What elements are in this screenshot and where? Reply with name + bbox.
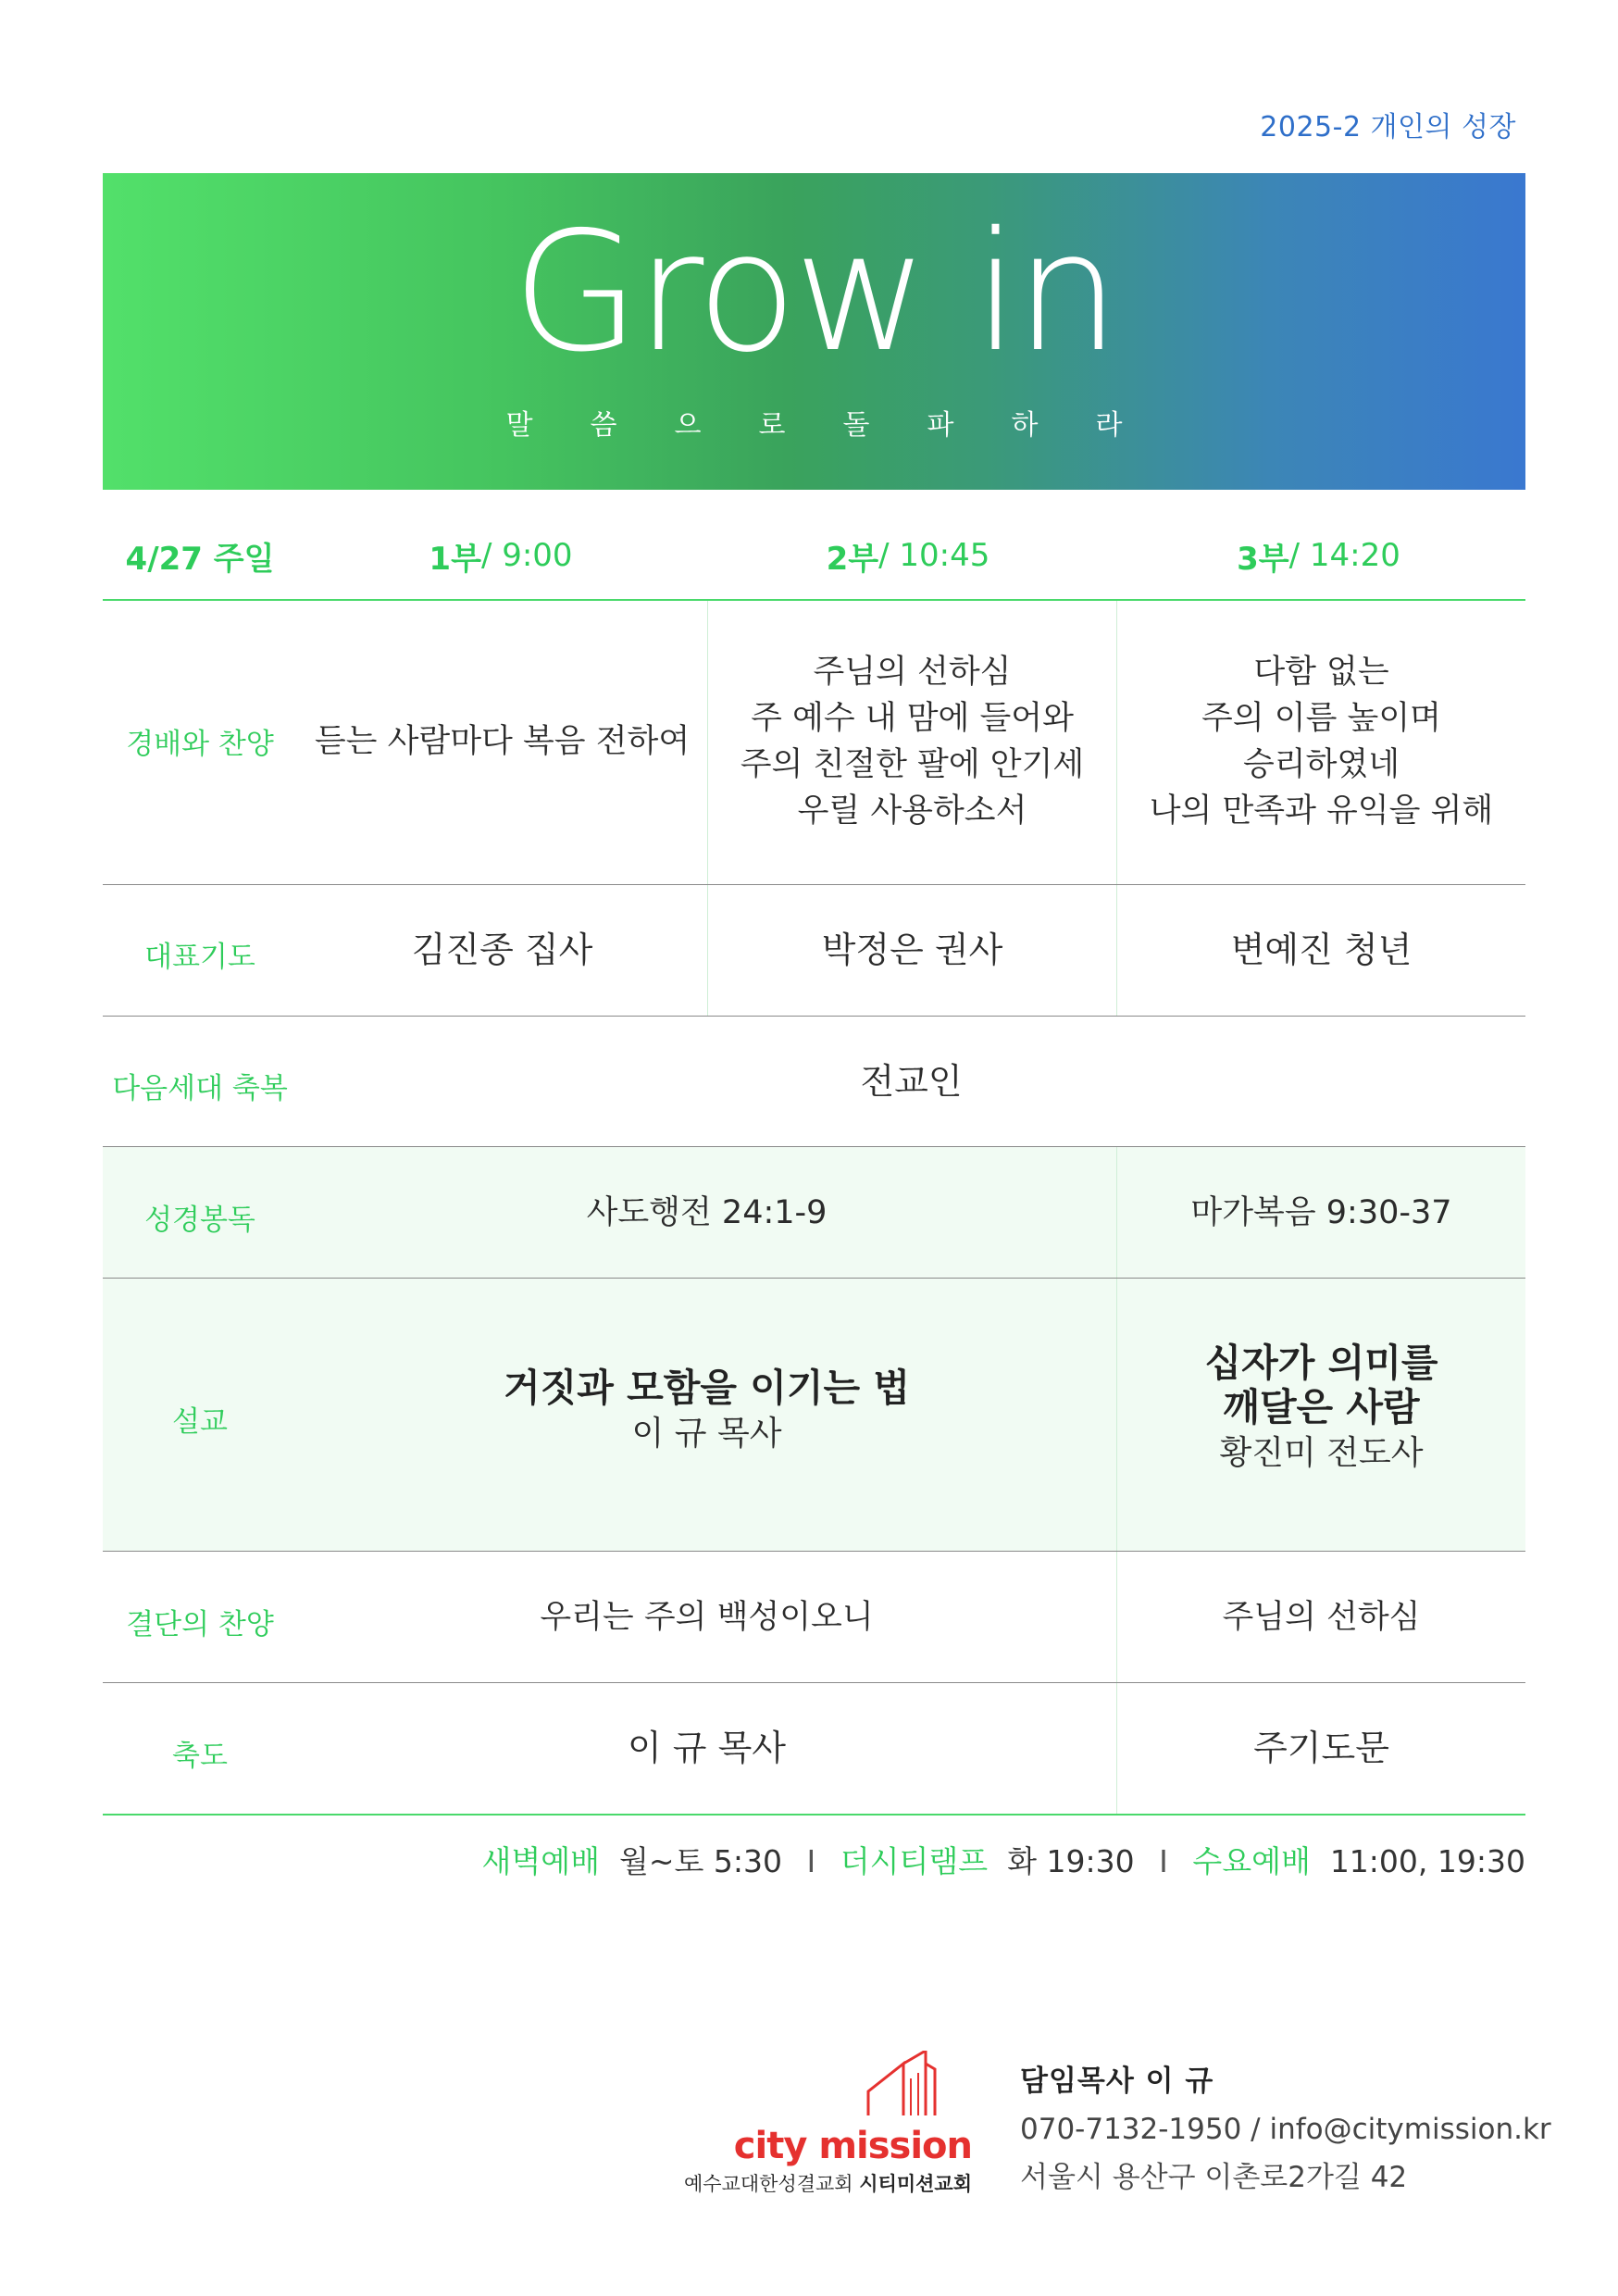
service-1-header <box>297 528 704 583</box>
series-tag: 2025-2 개인의 성장 <box>1260 111 1516 144</box>
denomination: 예수교대한성결교회 <box>684 2173 853 2195</box>
building-icon <box>861 2051 972 2125</box>
schedule-time: 월~토 5:30 <box>618 1843 782 1879</box>
song-title: 우릴 사용하소서 <box>797 792 1027 830</box>
prayer-s1: 김진종 집사 <box>411 930 593 970</box>
prayer-s2: 박정은 권사 <box>821 930 1003 970</box>
church-logo <box>648 2051 972 2199</box>
contact-info <box>1020 2057 1551 2202</box>
weekly-schedule <box>481 1838 1525 1881</box>
benediction-s12: 이 규 목사 <box>628 1728 786 1768</box>
blessing-all: 전교인 <box>860 1061 963 1102</box>
sermon-preacher: 이 규 목사 <box>631 1415 782 1453</box>
service-time: / 14:20 <box>1288 537 1400 574</box>
phone-email: 070-7132-1950 / info@citymission.kr <box>1020 2113 1551 2146</box>
song-title: 나의 만족과 유익을 위해 <box>1149 792 1494 830</box>
blessing-label: 다음세대 축복 <box>112 1072 288 1105</box>
logo-subtitle <box>684 2169 972 2197</box>
sermon-title: 거짓과 모함을 이기는 법 <box>504 1366 910 1410</box>
schedule-name: 수요예배 <box>1192 1843 1311 1879</box>
row-divider <box>103 884 1525 885</box>
row-divider <box>103 1551 1525 1552</box>
table-bottom-line <box>103 1814 1525 1816</box>
date-label: 4/27 주일 <box>125 540 275 578</box>
song-title: 주의 친절한 팔에 안기세 <box>740 746 1085 783</box>
banner-subtitle: 말씀으로돌파하라 <box>505 409 1180 442</box>
schedule-time: 11:00, 19:30 <box>1329 1843 1525 1879</box>
schedule-time: 화 19:30 <box>1007 1843 1135 1879</box>
benediction-s3: 주기도문 <box>1253 1728 1389 1768</box>
pastor-name: 담임목사 이 규 <box>1020 2065 1214 2098</box>
service-part: 3부 <box>1237 540 1289 578</box>
response-label: 결단의 찬양 <box>126 1608 274 1641</box>
song-title: 주님의 선하심 <box>813 654 1012 691</box>
song-title: 승리하였네 <box>1242 746 1400 783</box>
worship-label: 경배와 찬양 <box>126 728 274 761</box>
row-divider <box>103 1682 1525 1683</box>
church-name: 시티미션교회 <box>859 2173 972 2195</box>
separator: I <box>1159 1843 1168 1879</box>
prayer-label: 대표기도 <box>144 941 255 974</box>
service-2-header <box>704 528 1112 583</box>
schedule-name: 더시티램프 <box>840 1843 989 1879</box>
song-title: 주 예수 내 맘에 들어와 <box>751 700 1074 737</box>
address: 서울시 용산구 이촌로2가길 42 <box>1020 2161 1408 2194</box>
sermon-label: 설교 <box>172 1405 228 1439</box>
response-s3: 주님의 선하심 <box>1222 1599 1421 1636</box>
separator: I <box>806 1843 816 1879</box>
row-divider <box>103 1278 1525 1279</box>
service-3-header <box>1112 528 1525 583</box>
scripture-s12: 사도행전 24:1-9 <box>586 1194 828 1231</box>
row-divider <box>103 1016 1525 1017</box>
worship-s3 <box>1117 649 1525 834</box>
response-s12: 우리는 주의 백성이오니 <box>540 1599 874 1636</box>
sermon-s3 <box>1117 1341 1525 1478</box>
benediction-label: 축도 <box>172 1740 228 1773</box>
title-banner <box>103 173 1525 490</box>
row-divider <box>103 1146 1525 1147</box>
service-time: / 9:00 <box>480 537 573 574</box>
service-date <box>103 528 297 583</box>
sermon-title-line: 십자가 의미를 <box>1204 1341 1438 1385</box>
worship-s1: 듣는 사람마다 복음 전하여 <box>314 723 691 760</box>
logo-wordmark: city mission <box>733 2125 972 2167</box>
song-title: 주의 이름 높이며 <box>1201 700 1441 737</box>
col-divider <box>1116 1147 1117 1815</box>
header-divider <box>103 599 1525 601</box>
prayer-s3: 변예진 청년 <box>1230 930 1413 970</box>
schedule-name: 새벽예배 <box>481 1843 600 1879</box>
sermon-preacher: 황진미 전도사 <box>1219 1434 1424 1472</box>
scripture-label: 성경봉독 <box>144 1204 255 1237</box>
scripture-s3: 마가복음 9:30-37 <box>1190 1194 1452 1231</box>
worship-s2 <box>708 649 1116 834</box>
service-time: / 10:45 <box>878 537 990 574</box>
banner-title: Grow in <box>512 196 1116 388</box>
sermon-s12 <box>297 1366 1116 1458</box>
service-part: 2부 <box>826 540 879 578</box>
song-title: 다함 없는 <box>1253 654 1389 691</box>
service-part: 1부 <box>429 540 481 578</box>
sermon-title-line: 깨달은 사람 <box>1223 1385 1420 1429</box>
